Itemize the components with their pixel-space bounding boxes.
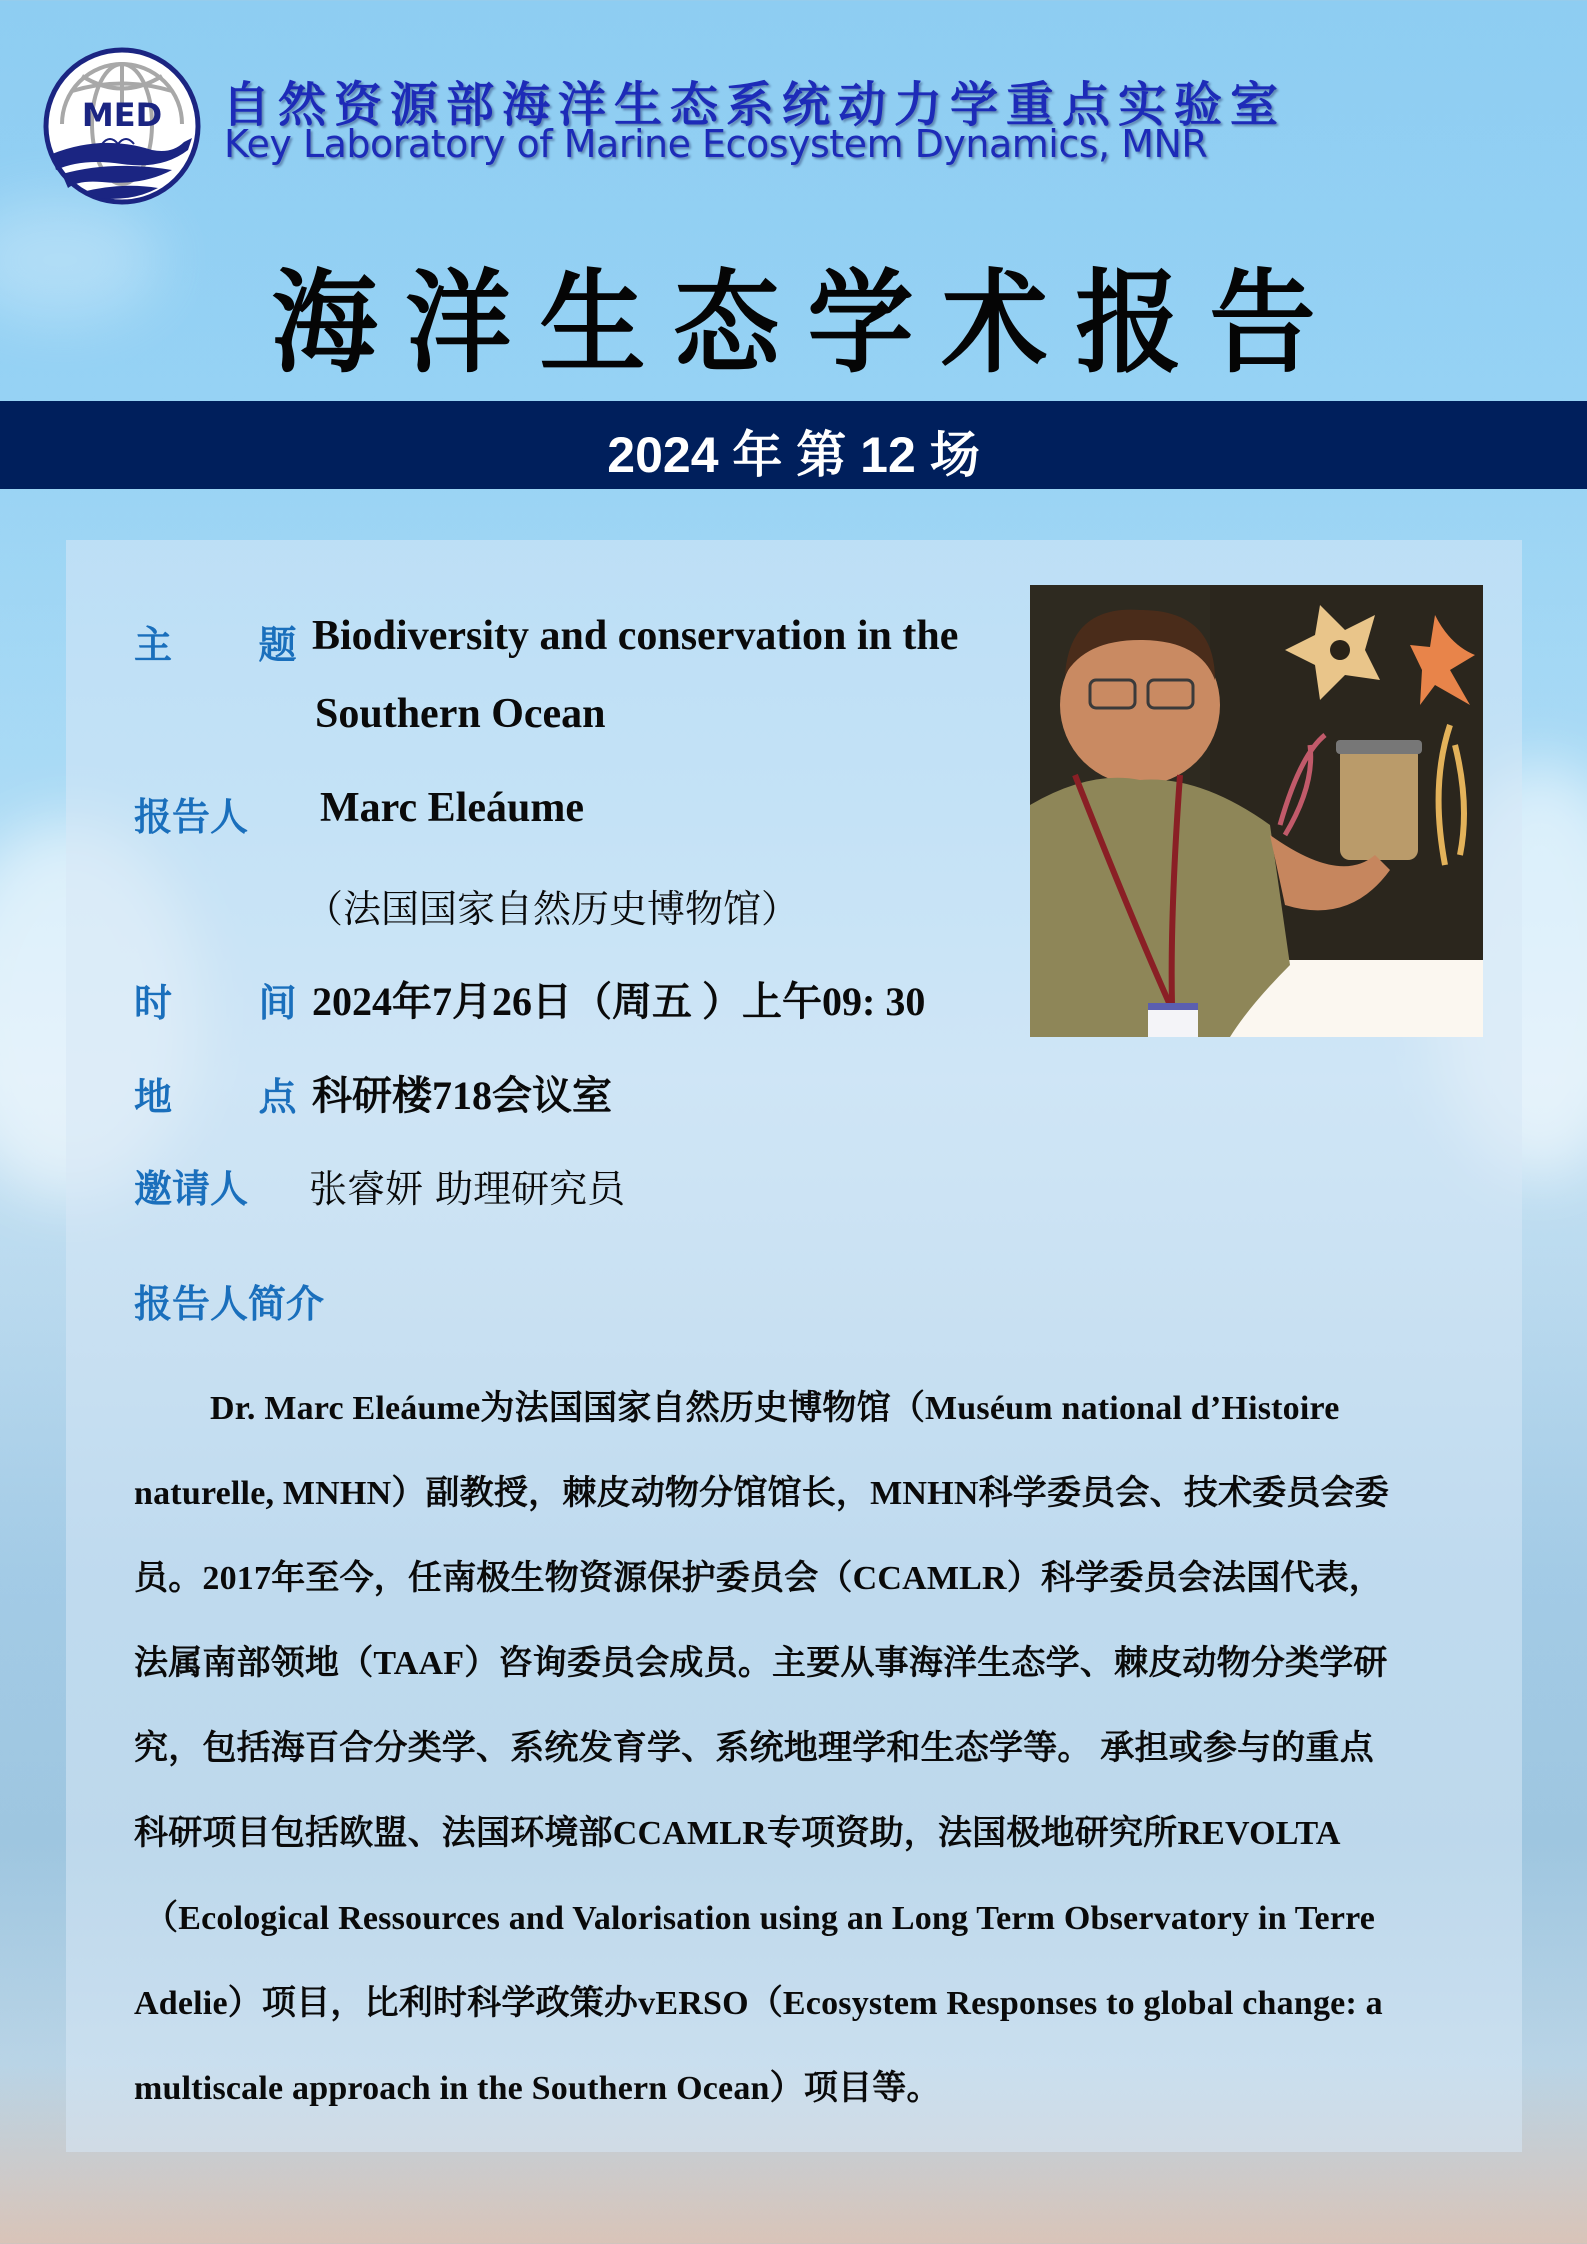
- topic-line-1: Biodiversity and conservation in the: [312, 613, 959, 659]
- svg-text:MED: MED: [81, 96, 163, 134]
- header: [0, 0, 1587, 400]
- bio-line-2: naturelle, MNHN）副教授，棘皮动物分馆馆长，MNHN科学委员会、技术委员会委: [134, 1475, 1389, 1512]
- lab-name-chinese: 自然资源部海洋生态系统动力学重点实验室: [222, 77, 1287, 133]
- topic-line-2: Southern Ocean: [315, 691, 606, 737]
- session-banner: [0, 401, 1587, 489]
- bio-line-1: Dr. Marc Eleáume为法国国家自然历史博物馆（Muséum national d’Histoire: [210, 1390, 1340, 1427]
- host-label: 邀请人: [134, 1167, 249, 1211]
- speaker-photo-illustration: [1030, 585, 1483, 1037]
- bio-line-9: multiscale approach in the Southern Ocean）项目等。: [134, 2070, 941, 2107]
- bio-line-5: 究，包括海百合分类学、系统发育学、系统地理学和生态学等。 承担或参与的重点: [134, 1730, 1374, 1767]
- host-value: 张睿妍 助理研究员: [309, 1167, 626, 1211]
- med-logo-icon: [42, 46, 202, 206]
- poster-title: 海洋生态学术报告: [271, 258, 1344, 388]
- bio-line-7: （Ecological Ressources and Valorisation using an Long Term Observatory in Terre: [144, 1900, 1376, 1937]
- speaker-label: 报告人: [134, 795, 249, 839]
- speaker-name: Marc Eleáume: [320, 785, 584, 831]
- speaker-affiliation: （法国国家自然历史博物馆）: [305, 887, 800, 931]
- topic-label: 主 题: [134, 623, 297, 667]
- speaker-photo: [1030, 585, 1483, 1037]
- bio-line-3: 员。2017年至今，任南极生物资源保护委员会（CCAMLR）科学委员会法国代表，: [134, 1560, 1383, 1597]
- lab-name-english: Key Laboratory of Marine Ecosystem Dynamics, MNR: [224, 122, 1208, 166]
- time-value: 2024年7月26日（周五 ）上午09: 30: [312, 979, 926, 1024]
- bio-line-6: 科研项目包括欧盟、法国环境部CCAMLR专项资助，法国极地研究所REVOLTA: [134, 1815, 1341, 1852]
- bio-section-title: 报告人简介: [134, 1282, 325, 1326]
- location-value: 科研楼718会议室: [312, 1073, 612, 1118]
- location-label: 地 点: [134, 1075, 297, 1119]
- bio-line-8: Adelie）项目，比利时科学政策办vERSO（Ecosystem Responses to global change: a: [134, 1985, 1383, 2022]
- bio-line-4: 法属南部领地（TAAF）咨询委员会成员。主要从事海洋生态学、棘皮动物分类学研: [134, 1645, 1388, 1682]
- time-label: 时 间: [134, 981, 297, 1025]
- session-number: 2024 年 第 12 场: [607, 427, 980, 483]
